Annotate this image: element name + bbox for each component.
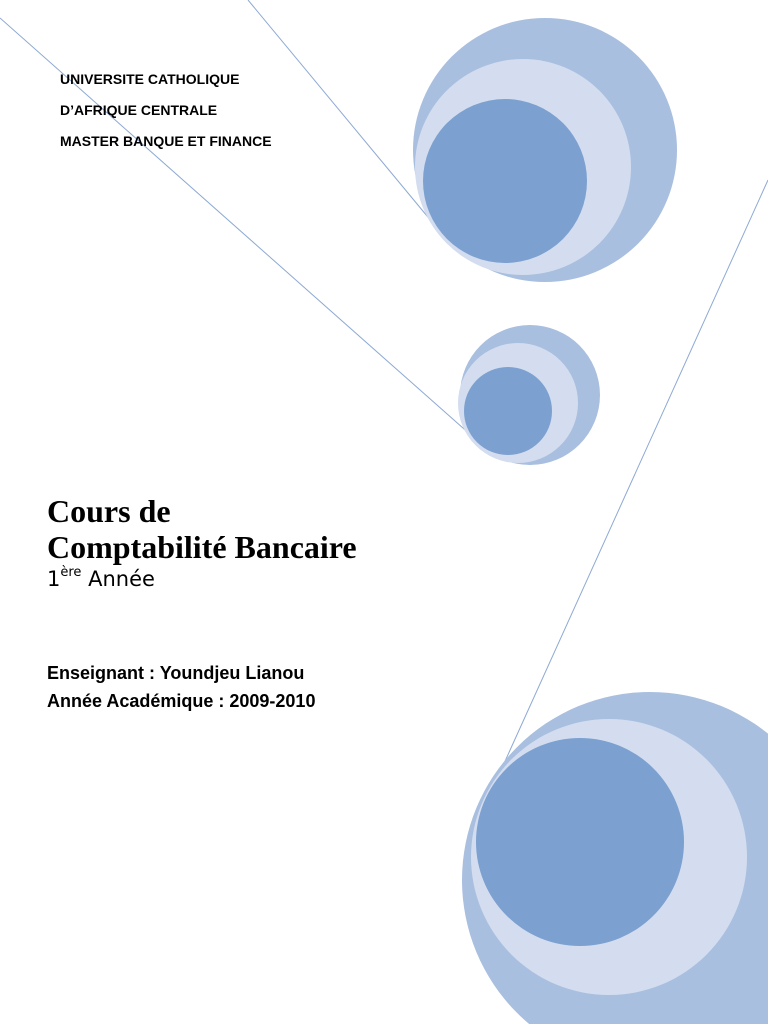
document-title-line-1: Cours de [47,493,171,529]
course-year-ordinal: ère [60,565,82,580]
institution-line-region: D’AFRIQUE CENTRALE [60,102,218,118]
institution-line-university: UNIVERSITE CATHOLIQUE [60,71,240,87]
course-year-number: 1 [47,567,61,591]
document-title-block [47,493,357,593]
institution-line-program: MASTER BANQUE ET FINANCE [60,133,272,149]
academic-year-label: Année Académique : [47,691,230,711]
course-year [47,565,357,593]
circle-group-bottom [462,692,768,1024]
diagonal-line-top [248,0,432,222]
document-title-line-2: Comptabilité Bancaire [47,529,357,565]
circle-group-top [413,18,677,282]
circle-group-middle [458,325,600,465]
document-meta [47,659,315,715]
teacher-label: Enseignant : [47,663,160,683]
academic-year-value: 2009-2010 [229,691,316,711]
institution-header [60,69,272,162]
teacher-line [47,659,315,687]
course-year-word: Année [81,567,155,591]
academic-year-line [47,687,315,715]
teacher-name: Youndjeu Lianou [159,663,305,683]
